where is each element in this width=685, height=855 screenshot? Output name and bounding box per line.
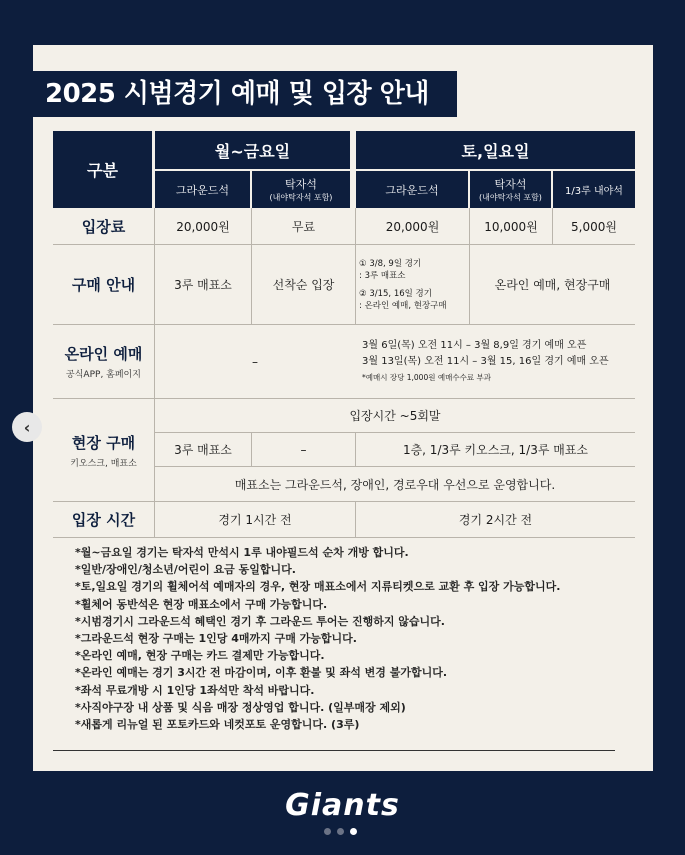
- header-we-infield: 1/3루 내야석: [553, 171, 635, 208]
- header-we-ground: 그라운드석: [356, 171, 468, 208]
- note-item: *그라운드석 현장 구매는 1인당 4매까지 구매 가능합니다.: [75, 632, 357, 646]
- fee-we-infield: 5,000원: [571, 219, 617, 234]
- row-label-onsite: 현장 구매 키오스크, 매표소: [70, 433, 137, 469]
- entry-we: 경기 2시간 전: [458, 513, 533, 527]
- onsite-note: 매표소는 그라운드석, 장애인, 경로우대 우선으로 운영합니다.: [234, 477, 556, 492]
- previous-slide-button[interactable]: [12, 412, 42, 442]
- purchase-wk-ground: 3루 매표소: [174, 278, 232, 292]
- note-item: *새롭게 리뉴얼 된 포토카드와 네컷포토 운영합니다. (3루): [75, 718, 360, 732]
- note-item: *온라인 예매는 경기 3시간 전 마감이며, 이후 환불 및 좌석 변경 불가합니다.: [75, 666, 448, 680]
- header-weekday: 월~금요일: [155, 131, 350, 169]
- note-item: *온라인 예매, 현장 구매는 카드 결제만 가능합니다.: [75, 649, 325, 663]
- purchase-we-ground-notes: ① 3/8, 9일 경기 : 3루 매표소 ② 3/15, 16일 경기 : 온라인 예매, 현장구매: [359, 258, 447, 311]
- online-wk: –: [252, 354, 258, 369]
- row-label-entry: 입장 시간: [71, 511, 136, 529]
- row-label-fee: 입장료: [81, 217, 126, 236]
- onsite-time: 입장시간 ~5회말: [349, 409, 441, 423]
- fee-wk-table: 무료: [291, 219, 316, 234]
- fee-we-ground: 20,000원: [385, 219, 440, 234]
- row-label-purchase: 구매 안내: [71, 276, 136, 294]
- online-we: 3월 6일(목) 오전 11시 – 3월 8,9일 경기 예매 오픈 3월 13일(목) 오전 11시 – 3월 15, 16일 경기 예매 오픈 *예매시 장당 1,000원 예매수수료 부과: [362, 339, 609, 382]
- giants-logo: Giants: [285, 788, 400, 823]
- note-item: *토,일요일 경기의 휠체어석 예매자의 경우, 현장 매표소에서 지류티켓으로 교환 후 입장 가능합니다.: [75, 580, 561, 594]
- info-card: [33, 45, 653, 771]
- row-label-online: 온라인 예매 공식APP, 홈페이지: [64, 345, 143, 380]
- header-category: 구분: [53, 131, 152, 208]
- chevron-left-icon: ‹: [23, 417, 31, 437]
- carousel-dot[interactable]: [324, 828, 331, 835]
- note-item: *휠체어 동반석은 현장 매표소에서 구매 가능합니다.: [75, 597, 328, 611]
- note-item: *일반/장애인/청소년/어린이 요금 동일합니다.: [75, 563, 296, 577]
- notes-list: [75, 544, 615, 733]
- carousel-indicator: [324, 828, 357, 835]
- entry-wk: 경기 1시간 전: [218, 513, 292, 527]
- header-we-table: 탁자석 (내야탁자석 포함): [470, 171, 551, 208]
- onsite-wk-ground: 3루 매표소: [174, 443, 232, 457]
- fee-we-table: 10,000원: [484, 219, 538, 234]
- purchase-wk-table: 선착순 입장: [272, 278, 335, 292]
- note-item: *사직야구장 내 상품 및 식음 매장 정상영업 합니다. (일부매장 제외): [75, 700, 406, 714]
- onsite-wk-table: –: [300, 442, 307, 457]
- page-title: 2025 시범경기 예매 및 입장 안내: [33, 71, 457, 117]
- note-item: *월~금요일 경기는 탁자석 만석시 1루 내야필드석 순차 개방 합니다.: [75, 546, 409, 559]
- divider: [53, 750, 615, 751]
- fee-wk-ground: 20,000원: [176, 219, 230, 234]
- purchase-we-other: 온라인 예매, 현장구매: [494, 278, 611, 292]
- header-wk-ground: 그라운드석: [155, 171, 250, 208]
- carousel-dot[interactable]: [337, 828, 344, 835]
- note-item: *좌석 무료개방 시 1인당 1좌석만 착석 바랍니다.: [75, 683, 315, 697]
- carousel-dot-active[interactable]: [350, 828, 357, 835]
- note-item: *시범경기시 그라운드석 혜택인 경기 후 그라운드 투어는 진행하지 않습니다.: [75, 614, 445, 628]
- header-wk-table: 탁자석 (내야탁자석 포함): [252, 171, 350, 208]
- onsite-we: 1층, 1/3루 키오스크, 1/3루 매표소: [402, 443, 589, 457]
- header-weekend: 토,일요일: [356, 131, 635, 169]
